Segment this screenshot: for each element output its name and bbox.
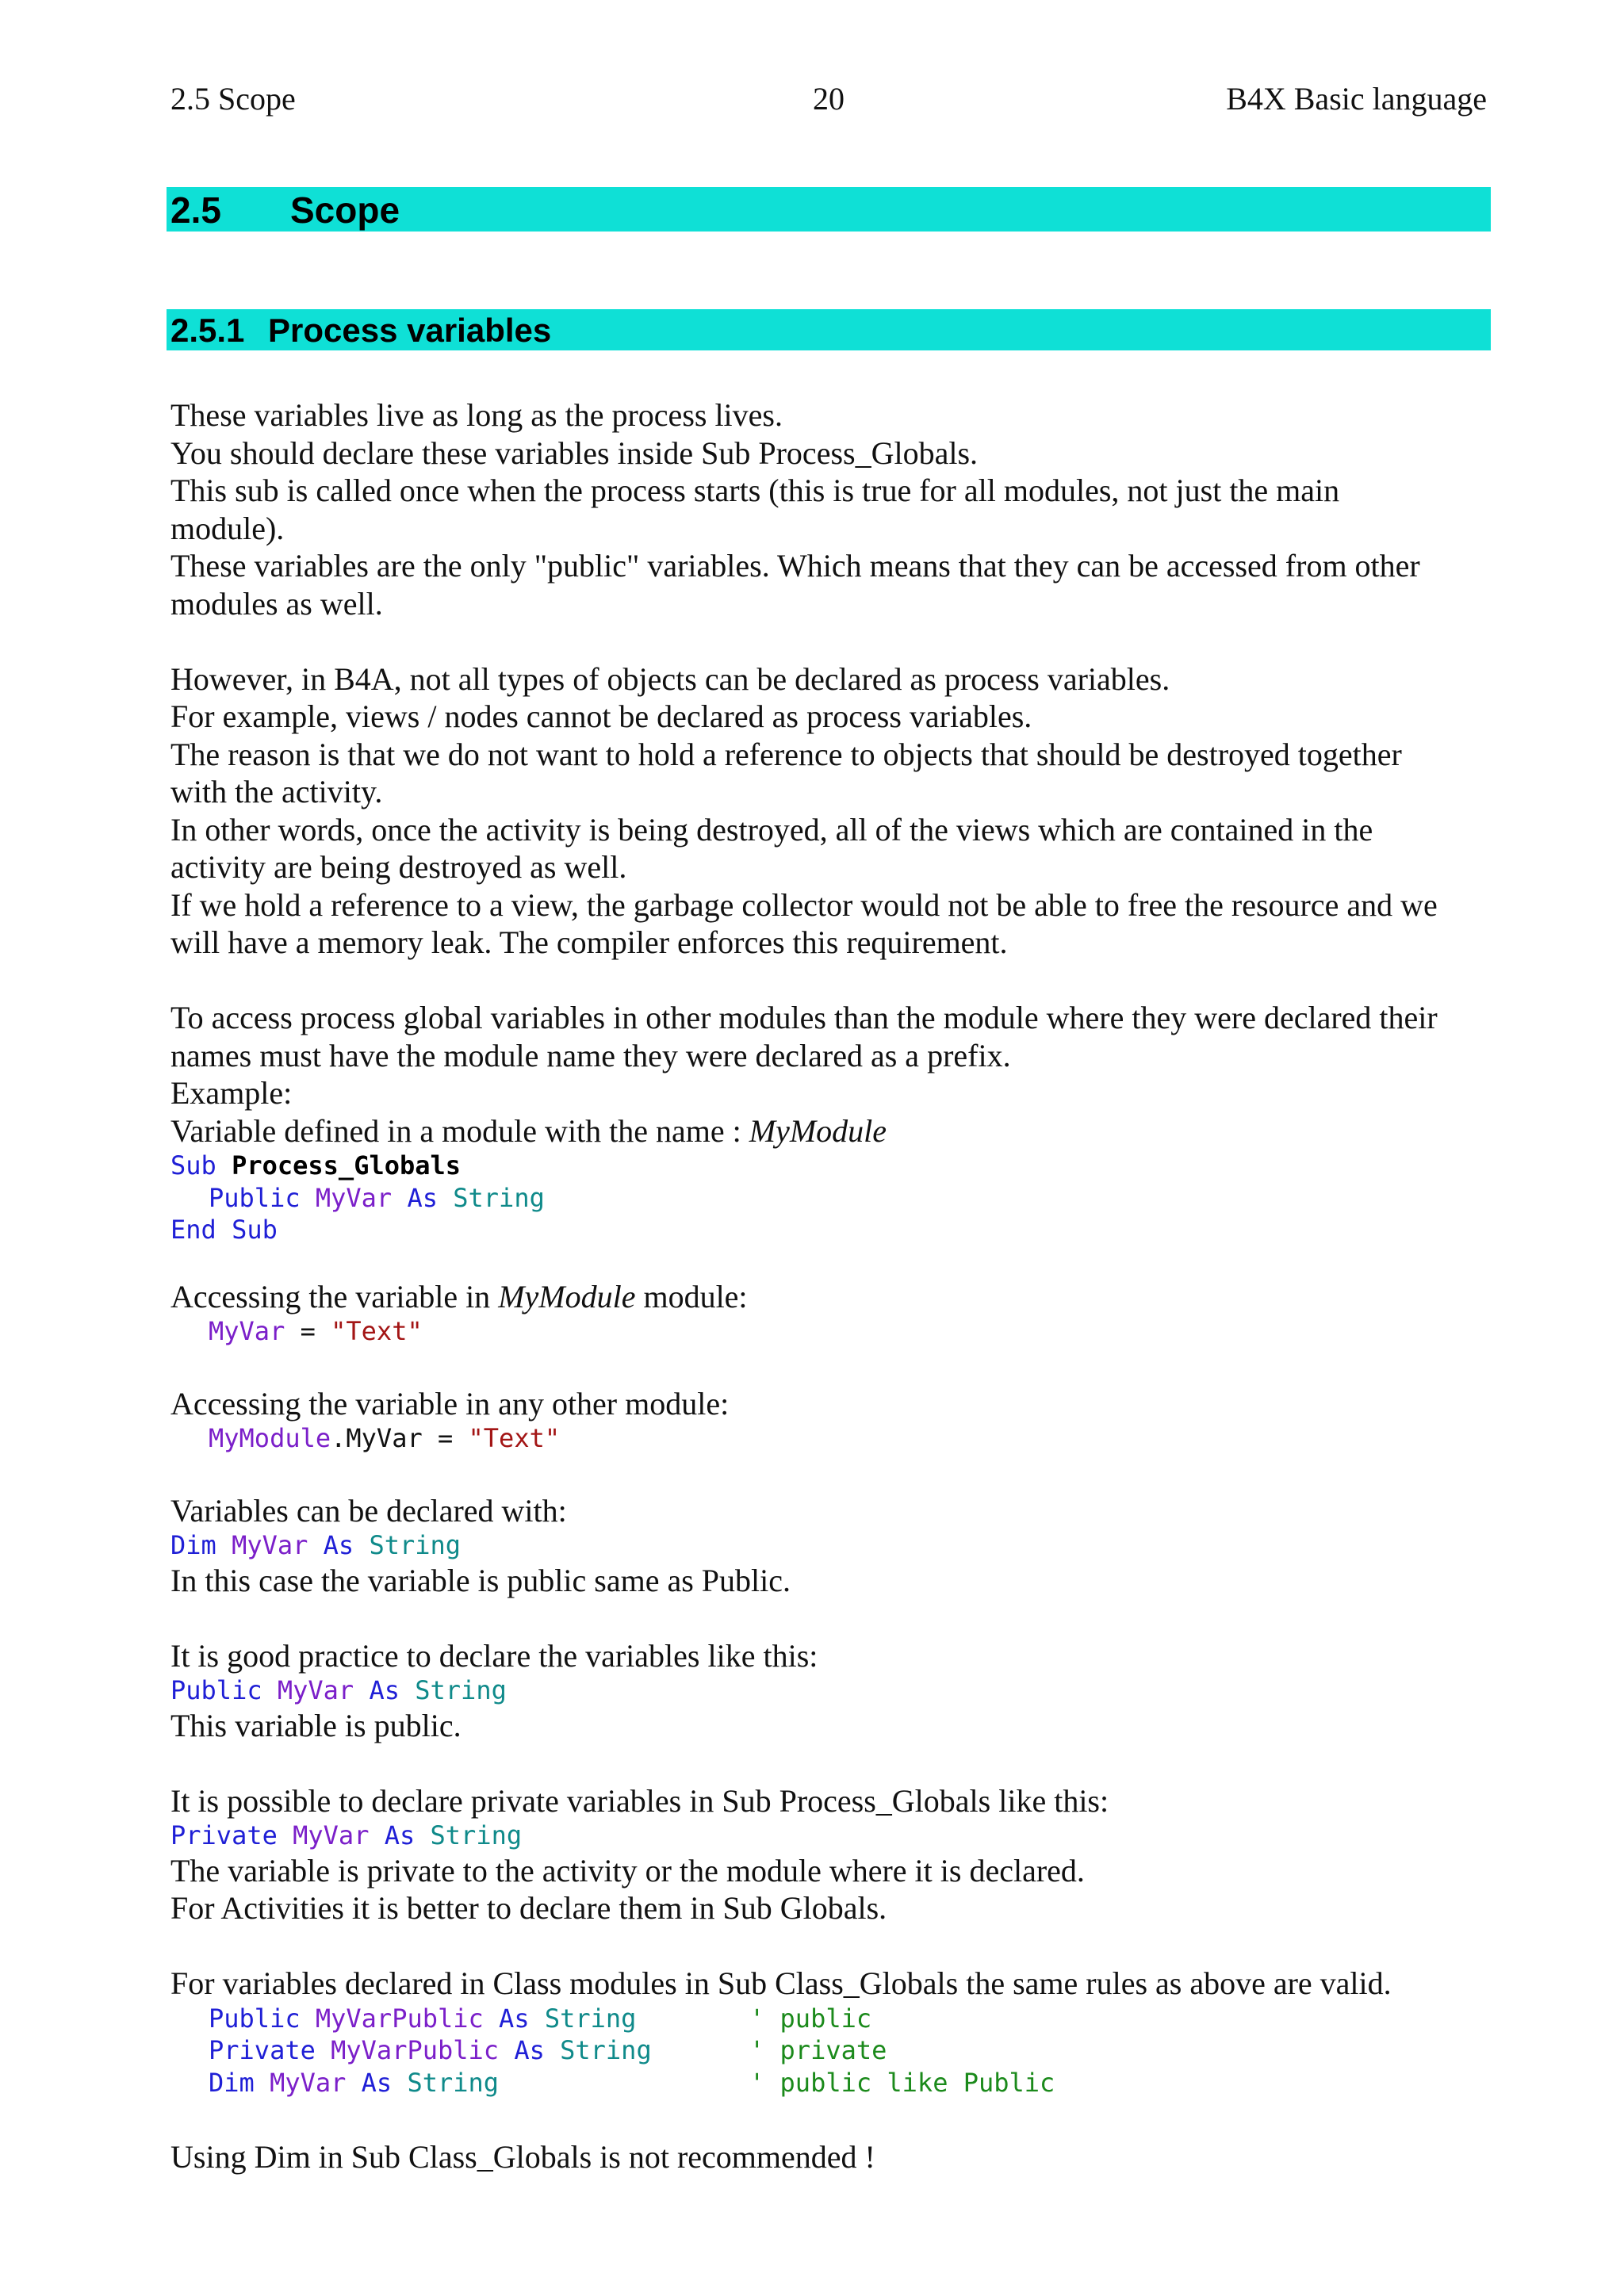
paragraph-line: To access process global variables in other modules than the module where they were declared their <box>170 1000 1438 1035</box>
code-type: String <box>430 1820 523 1850</box>
code-keyword: As <box>499 2003 530 2034</box>
paragraph-line: Example: <box>170 1075 293 1111</box>
code-type: String <box>453 1182 545 1213</box>
paragraph-line: It is possible to declare private variables in Sub Process_Globals like this: <box>170 1782 1109 1819</box>
paragraph-line <box>170 1278 1491 1316</box>
code-type: String <box>544 2003 637 2034</box>
page-content <box>170 396 1491 2176</box>
code-keyword: Private <box>170 1820 278 1850</box>
code-line <box>170 1529 1491 1562</box>
code-comment: ' public <box>749 2003 872 2034</box>
code-keyword: As <box>407 1182 438 1213</box>
code-line <box>170 1315 1491 1348</box>
section-heading <box>167 187 1491 232</box>
code-line <box>170 2067 1491 2099</box>
code-comment: ' public like Public <box>749 2067 1055 2098</box>
paragraph-line: These variables live as long as the process lives. <box>170 397 783 433</box>
page-number: 20 <box>813 81 845 117</box>
paragraph-line: You should declare these variables inside Sub Process_Globals. <box>170 434 979 471</box>
code-variable: MyVar <box>209 1316 285 1346</box>
paragraph-line: This sub is called once when the process starts (this is true for all modules, not just the main <box>170 473 1340 508</box>
code-line <box>170 1182 1491 1215</box>
paragraph-line: modules as well. <box>170 585 383 622</box>
code-type: String <box>407 2067 500 2098</box>
paragraph-line: In other words, once the activity is being destroyed, all of the views which are contained in the <box>170 811 1373 848</box>
code-comment: ' private <box>749 2035 887 2065</box>
paragraph-line: However, in B4A, not all types of objects can be declared as process variables. <box>170 660 1170 697</box>
paragraph-line: For example, views / nodes cannot be declared as process variables. <box>170 698 1032 734</box>
header-section: 2.5 Scope <box>170 81 296 117</box>
paragraph-line: Using Dim in Sub Class_Globals is not recommended ! <box>170 2139 875 2175</box>
code-member: .MyVar <box>331 1423 423 1453</box>
code-variable: MyVarPublic <box>331 2035 500 2065</box>
subsection-heading <box>167 309 1491 350</box>
code-variable: MyVarPublic <box>315 2003 484 2034</box>
code-block <box>170 1150 1491 1182</box>
page-header <box>170 75 1487 123</box>
paragraph-line: The reason is that we do not want to hold a reference to objects that should be destroyed together <box>170 736 1402 772</box>
code-keyword: As <box>323 1530 354 1560</box>
paragraph-line: It is good practice to declare the variables like this: <box>170 1637 818 1674</box>
code-keyword: As <box>361 2067 393 2098</box>
code-keyword: Public <box>209 2003 301 2034</box>
paragraph-line <box>170 1112 1491 1150</box>
paragraph-line: with the activity. <box>170 774 383 809</box>
code-keyword: Dim <box>209 2067 255 2098</box>
paragraph-line: activity are being destroyed as well. <box>170 849 627 885</box>
code-type: String <box>560 2035 652 2065</box>
code-keyword: Public <box>209 1182 301 1213</box>
paragraph-line: If we hold a reference to a view, the garbage collector would not be able to free the resource and we <box>170 886 1438 923</box>
paragraph-line: For Activities it is better to declare them in Sub Globals. <box>170 1890 887 1926</box>
code-type: String <box>415 1675 507 1705</box>
paragraph-line: For variables declared in Class modules in Sub Class_Globals the same rules as above are valid. <box>170 1965 1392 2001</box>
section-number: 2.5 <box>170 189 221 231</box>
code-line <box>170 1422 1491 1455</box>
code-variable: MyVar <box>270 2067 347 2098</box>
code-operator: = <box>422 1423 469 1453</box>
code-variable: MyVar <box>315 1182 393 1213</box>
text: Accessing the variable in <box>170 1278 499 1314</box>
code-keyword: As <box>384 1820 416 1850</box>
code-line <box>170 1214 1491 1246</box>
paragraph-line: This variable is public. <box>170 1707 462 1743</box>
paragraph-line: These variables are the only "public" variables. Which means that they can be accessed from other <box>170 548 1420 584</box>
paragraph-line: names must have the module name they were declared as a prefix. <box>170 1037 1011 1073</box>
paragraph-line: module). <box>170 510 285 546</box>
paragraph-line: In this case the variable is public same as Public. <box>170 1562 791 1598</box>
header-book-title: B4X Basic language <box>1226 81 1487 117</box>
section-title: Scope <box>290 189 400 231</box>
paragraph-line: will have a memory leak. The compiler enforces this requirement. <box>170 924 1008 960</box>
code-variable: MyVar <box>277 1675 354 1705</box>
subsection-number: 2.5.1 <box>170 312 245 349</box>
code-keyword: Public <box>170 1675 262 1705</box>
code-keyword: Private <box>209 2035 316 2065</box>
code-line <box>170 2003 1491 2035</box>
paragraph-line: The variable is private to the activity or the module where it is declared. <box>170 1852 1085 1888</box>
module-name: MyModule <box>749 1112 887 1149</box>
code-line <box>170 2034 1491 2067</box>
code-line <box>170 1674 1491 1707</box>
code-type: String <box>369 1530 462 1560</box>
code-keyword: Sub <box>170 1150 216 1181</box>
code-keyword: End Sub <box>170 1215 278 1245</box>
code-string: "Text" <box>468 1423 561 1453</box>
code-variable: MyVar <box>232 1530 308 1560</box>
paragraph-line: Variables can be declared with: <box>170 1492 567 1529</box>
code-string: "Text" <box>331 1316 423 1346</box>
code-keyword: Dim <box>170 1530 216 1560</box>
code-keyword: As <box>369 1675 400 1705</box>
code-module: MyModule <box>209 1423 331 1453</box>
code-keyword: As <box>514 2035 545 2065</box>
module-name: MyModule <box>498 1278 636 1314</box>
code-variable: MyVar <box>293 1820 370 1850</box>
subsection-title: Process variables <box>268 312 552 349</box>
code-operator: = <box>285 1316 331 1346</box>
code-line <box>170 1820 1491 1852</box>
paragraph-line: Accessing the variable in any other module: <box>170 1385 730 1422</box>
code-sub-name: Process_Globals <box>232 1150 462 1181</box>
text: Variable defined in a module with the name : <box>170 1112 749 1149</box>
text: module: <box>635 1278 748 1314</box>
